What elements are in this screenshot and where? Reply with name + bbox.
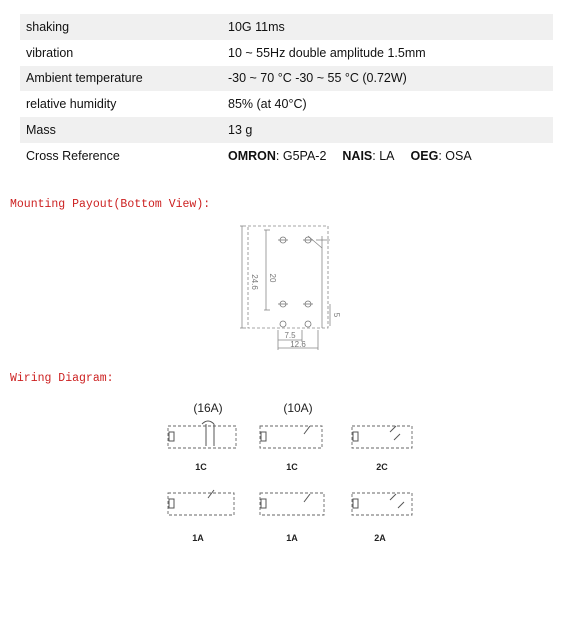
mounting-diagram [238, 218, 348, 358]
spec-value: 13 g [222, 117, 553, 143]
spec-label: relative humidity [26, 97, 117, 112]
wiring-heading: Wiring Diagram: [10, 372, 114, 385]
cross-reference-brand: OMRON [228, 148, 276, 163]
spec-label: Ambient temperature [20, 66, 222, 92]
cross-reference-model: : LA [372, 148, 395, 163]
spec-row [20, 14, 553, 40]
relay-2a [352, 493, 412, 515]
spec-row [20, 117, 553, 143]
wiring-label-1a-10a: 1A [286, 533, 298, 543]
spec-value: 10 ~ 55Hz double amplitude 1.5mm [228, 45, 426, 60]
cross-reference-brand: OEG [410, 148, 439, 163]
cross-reference-label: Cross Reference [26, 148, 120, 163]
dim-height-label: 24.6 [250, 274, 259, 290]
wiring-label-1a-16a: 1A [192, 533, 204, 543]
relay-outline [248, 226, 328, 328]
spec-label: Mass [20, 117, 222, 143]
spec-value: 10G 11ms [222, 14, 553, 40]
dim-inner-label: 20 [268, 273, 277, 283]
spec-label: vibration [26, 45, 74, 60]
relay-1a-10a [260, 493, 324, 515]
wiring-diagram [158, 396, 458, 556]
relay-1c-10a [260, 426, 322, 448]
rating-16a-label: (16A) [193, 401, 223, 415]
mounting-heading: Mounting Payout(Bottom View): [10, 198, 211, 211]
spec-row [20, 66, 553, 92]
spec-row [20, 91, 553, 117]
wiring-label-1c-16a: 1C [195, 462, 207, 472]
wiring-label-2a: 2A [374, 533, 386, 543]
dim-pitch-label: 7.5 [284, 331, 296, 340]
spec-row [20, 40, 553, 66]
rating-10a-label: (10A) [283, 401, 313, 415]
cross-reference-model: : G5PA-2 [275, 148, 327, 163]
wiring-label-2c: 2C [376, 462, 388, 472]
dim-small-label: 5 [332, 312, 341, 318]
cross-reference-brand: NAIS [342, 148, 373, 163]
spec-label: shaking [20, 14, 222, 40]
pin-holes [278, 237, 313, 327]
cross-reference-model: : OSA [438, 148, 472, 163]
cross-reference-row [20, 143, 553, 169]
spec-value: 85% (at 40°C) [228, 97, 307, 112]
relay-1a-16a [168, 493, 234, 515]
dim-width-label: 12.6 [290, 340, 306, 349]
spec-value: -30 ~ 70 °C -30 ~ 55 °C (0.72W) [222, 66, 553, 92]
spec-table [20, 14, 553, 169]
wiring-label-1c-10a: 1C [286, 462, 298, 472]
cross-reference-value [222, 143, 553, 169]
relay-1c-16a [168, 426, 236, 448]
relay-2c [352, 426, 412, 448]
